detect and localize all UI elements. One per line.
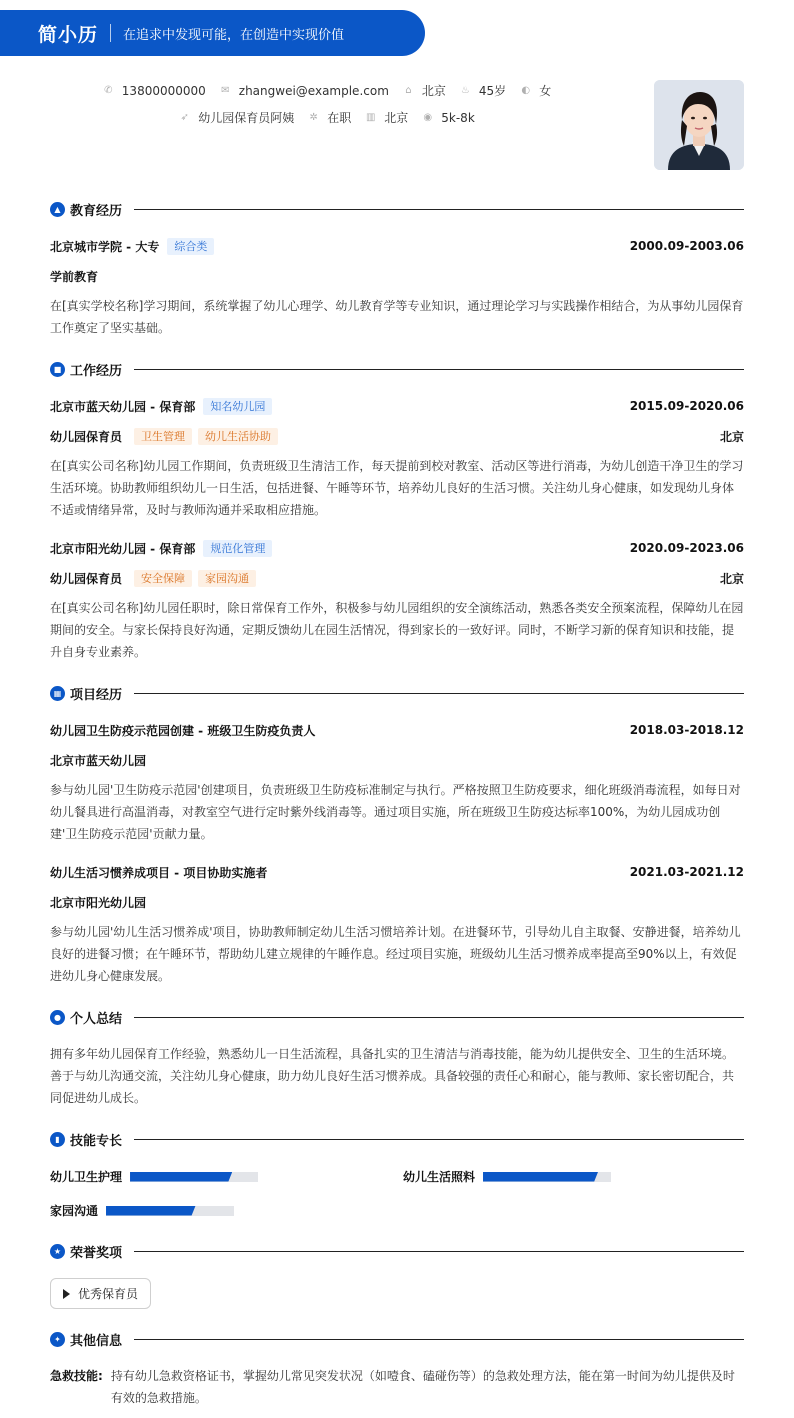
section-divider	[134, 369, 744, 370]
section-label: 项目经历	[70, 687, 123, 703]
brand-logo: 简小历	[38, 23, 99, 46]
summary-text: 拥有多年幼儿园保育工作经验，熟悉幼儿一日生活流程，具备扎实的卫生清洁与消毒技能，能为幼儿提供安全、卫生的生活环境。善于与幼儿沟通交流，关注幼儿身心健康，助力幼儿良好生活习惯养成。具备较强的责任心和耐心，能与教师、家长密切配合，共同促进幼儿成长。	[50, 1047, 735, 1105]
section-divider	[134, 1139, 744, 1140]
chart-icon: ▮	[50, 1132, 65, 1147]
contact-row-2	[0, 109, 654, 126]
company-name: 北京市蓝天幼儿园 - 保育部	[50, 399, 196, 414]
section-divider	[134, 1339, 744, 1340]
major: 学前教育	[50, 269, 99, 284]
section-label: 技能专长	[70, 1133, 123, 1149]
location-text: 北京	[421, 84, 446, 98]
mail-icon: ✉	[221, 85, 230, 96]
section-work-title	[50, 360, 744, 378]
role-tag: 安全保障	[134, 570, 192, 587]
company-tag: 知名幼儿园	[203, 398, 272, 415]
project-name: 幼儿生活习惯养成项目 - 项目协助实施者	[50, 865, 268, 880]
project-date: 2018.03-2018.12	[629, 723, 744, 737]
other-info	[50, 1365, 744, 1409]
section-other-title	[50, 1330, 744, 1348]
contact-row-1	[0, 82, 654, 99]
project-org: 北京市蓝天幼儿园	[50, 753, 147, 768]
phone-icon: ✆	[104, 85, 113, 96]
grid-icon: ▦	[50, 686, 65, 701]
company-name: 北京市阳光幼儿园 - 保育部	[50, 541, 196, 556]
age-text: 45岁	[478, 84, 507, 98]
role-tag: 家园沟通	[198, 570, 256, 587]
role-tag: 幼儿生活协助	[198, 428, 278, 445]
skill-bar	[106, 1206, 234, 1216]
skill-name: 幼儿生活照料	[403, 1170, 476, 1184]
status-text: 在职	[327, 111, 352, 125]
section-honors-title	[50, 1242, 744, 1260]
work-2-desc: 在[真实公司名称]幼儿园任职时，除日常保育工作外，积极参与幼儿园组织的安全演练活动，熟悉各类安全预案流程，保障幼儿在园期间的安全。与家长保持良好沟通，定期反馈幼儿在园生活情况，得到家长的一致好评。同时，不断学习新的保育知识和技能，提升自身专业素养。	[50, 601, 744, 659]
skill-bar-fill	[483, 1172, 598, 1182]
contact-gender	[520, 82, 551, 99]
skill-item	[403, 1168, 611, 1185]
section-skills-title	[50, 1130, 744, 1148]
project-name: 幼儿园卫生防疫示范园创建 - 班级卫生防疫负责人	[50, 723, 316, 738]
section-divider	[134, 1251, 744, 1252]
project-2-header	[50, 863, 744, 881]
header-banner	[0, 10, 425, 56]
play-icon	[63, 1289, 70, 1299]
school-name: 北京城市学院 - 大专	[50, 239, 160, 254]
avatar	[654, 80, 744, 170]
work-date: 2020.09-2023.06	[629, 541, 744, 555]
home-icon: ⌂	[405, 85, 412, 96]
role: 幼儿园保育员	[50, 429, 123, 444]
award-icon: ★	[50, 1244, 65, 1259]
education-desc: 在[真实学校名称]学习期间，系统掌握了幼儿心理学、幼儿教育学等专业知识，通过理论学习与实践操作相结合，为从事幼儿园保育工作奠定了坚实基础。	[50, 299, 744, 335]
work-1-desc: 在[真实公司名称]幼儿园工作期间，负责班级卫生清洁工作，每天提前到校对教室、活动区等进行消毒，为幼儿创造干净卫生的学习生活环境。协助教师组织幼儿一日生活，包括进餐、午睡等环节，培养幼儿良好的生活习惯。关注幼儿身心健康，如发现幼儿身体不适或情绪异常，及时与教师沟通并采取相应措施。	[50, 459, 744, 517]
honor-item	[50, 1278, 151, 1309]
section-label: 教育经历	[70, 203, 123, 219]
contact-salary	[422, 111, 475, 125]
work-2-role-row	[50, 569, 744, 587]
project-date: 2021.03-2021.12	[629, 865, 744, 879]
contact-age	[460, 82, 506, 99]
job-text: 幼儿园保育员阿姨	[198, 111, 295, 125]
job-icon: ➶	[180, 112, 189, 123]
salary-text: 5k-8k	[441, 110, 475, 125]
contact-phone	[103, 84, 206, 98]
section-label: 其他信息	[70, 1333, 123, 1349]
work-2-header	[50, 539, 744, 557]
education-header	[50, 237, 744, 255]
section-label: 个人总结	[70, 1011, 123, 1027]
phone-text: 13800000000	[121, 83, 206, 98]
honor-label: 优秀保育员	[78, 1287, 139, 1301]
contact-job	[179, 109, 294, 126]
work-1-header	[50, 397, 744, 415]
section-divider	[134, 1017, 744, 1018]
section-divider	[134, 693, 744, 694]
project-1-header	[50, 721, 744, 739]
city-icon: ▥	[366, 112, 376, 123]
skill-bar	[483, 1172, 611, 1182]
project-1-org-row	[50, 751, 744, 769]
email-text: zhangwei@example.com	[238, 83, 389, 98]
salary-icon: ◉	[423, 112, 433, 123]
info-icon: ✦	[50, 1332, 65, 1347]
gender-icon: ◐	[521, 85, 531, 96]
banner-divider	[110, 24, 111, 42]
education-major-row	[50, 267, 744, 285]
gender-text: 女	[539, 84, 552, 98]
contact-email	[220, 84, 389, 98]
project-1-desc: 参与幼儿园'卫生防疫示范园'创建项目，负责班级卫生防疫标准制定与执行。严格按照卫生防疫要求，细化班级消毒流程，如每日对幼儿餐具进行高温消毒，对教室空气进行定时紫外线消毒等。通过项目实施，所在班级卫生防疫达标率100%，为幼儿园成功创建'卫生防疫示范园'贡献力量。	[50, 783, 741, 841]
project-org: 北京市阳光幼儿园	[50, 895, 147, 910]
status-icon: ✲	[309, 112, 318, 123]
graduation-cap-icon: ▲	[50, 202, 65, 217]
section-summary-title	[50, 1008, 744, 1026]
contact-status	[308, 109, 351, 126]
brand-slogan: 在追求中发现可能，在创造中实现价值	[123, 27, 345, 43]
city-text: 北京	[384, 111, 409, 125]
project-2-org-row	[50, 893, 744, 911]
portrait-image	[654, 80, 744, 170]
briefcase-icon: ■	[50, 362, 65, 377]
skill-bar-fill	[106, 1206, 196, 1216]
project-2-desc: 参与幼儿园'幼儿生活习惯养成'项目，协助教师制定幼儿生活习惯培养计划。在进餐环节，引导幼儿自主取餐、安静进餐，培养幼儿良好的进餐习惯；在午睡环节，帮助幼儿建立规律的午睡作息。经过项目实施，班级幼儿生活习惯养成率提高至90%以上，有效促进幼儿身心健康发展。	[50, 925, 741, 983]
section-label: 荣誉奖项	[70, 1245, 123, 1261]
section-projects-title	[50, 684, 744, 702]
skill-name: 家园沟通	[50, 1204, 99, 1218]
section-label: 工作经历	[70, 363, 123, 379]
role-tag: 卫生管理	[134, 428, 192, 445]
work-date: 2015.09-2020.06	[629, 399, 744, 413]
other-value: 持有幼儿急救资格证书，掌握幼儿常见突发状况（如噎食、磕碰伤等）的急救处理方法，能在第一时间为幼儿提供及时有效的急救措施。	[110, 1369, 735, 1405]
school-tag: 综合类	[167, 238, 214, 255]
skill-bar	[130, 1172, 258, 1182]
contact-city	[365, 109, 408, 126]
section-divider	[134, 209, 744, 210]
contact-location	[403, 82, 446, 99]
skill-item	[50, 1202, 234, 1219]
work-1-role-row	[50, 427, 744, 445]
skill-item	[50, 1168, 258, 1185]
role: 幼儿园保育员	[50, 571, 123, 586]
section-education-title	[50, 200, 744, 218]
work-city: 北京	[719, 571, 744, 586]
work-city: 北京	[719, 429, 744, 444]
education-date: 2000.09-2003.06	[629, 239, 744, 253]
user-icon: ●	[50, 1010, 65, 1025]
skill-name: 幼儿卫生护理	[50, 1170, 123, 1184]
other-key: 急救技能:	[50, 1369, 103, 1383]
skill-bar-fill	[130, 1172, 232, 1182]
company-tag: 规范化管理	[203, 540, 272, 557]
age-icon: ♨	[460, 85, 470, 96]
